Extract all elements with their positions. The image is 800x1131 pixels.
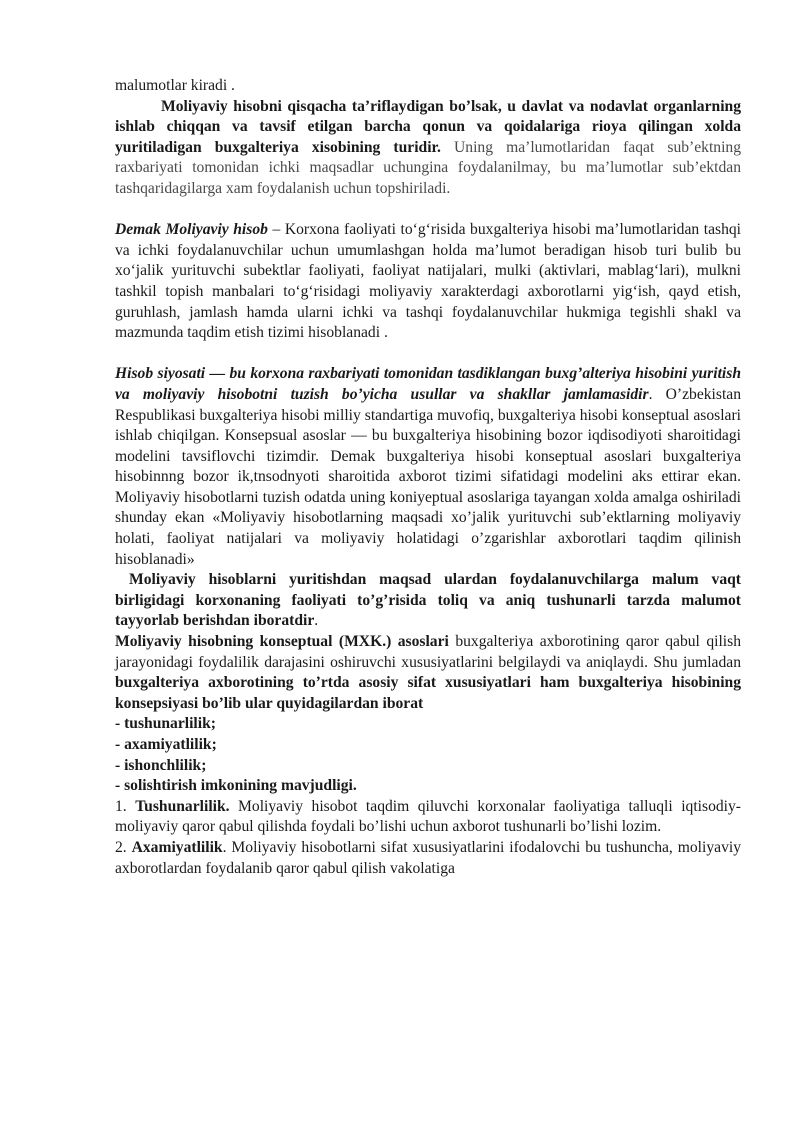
purpose-text: Moliyaviy hisoblarni yuritishdan maqsad ulardan foydalanuvchilarga malum vaqt birligidagi korxonaning faoliyati to’g’risida toliq va aniq tushunarli tarzda malumot tayyorlab berishdan iboratdir [115, 571, 741, 630]
list-item: - tushunarlilik; [115, 715, 216, 733]
conceptual-basis-text: buxgalteriya axborotining qaror qabul qilish jarayonidagi foydalilik darajasini oshiruvchi xususiyatlarini belgilaydi va aniqlaydi. Shu jumladan [115, 633, 741, 671]
financial-accounting-text: – Korxona faoliyati to‘g‘risida buxgalteriya hisobi ma’lumotlaridan tashqi va ichki foydalanuvchilar uchun umumlashgan holda ma’lumot beradigan hisob turi bulib bu xo‘jalik yurituvchi subektlar faoliyati, faoliyat natijalari, mulki (aktivlari, mablag‘lari), mulkni tashkil topish manbalari to‘g‘risidagi moliyaviy xarakterdagi axborotlarni yig‘ish, qayd etish, guruhlash, jamlash hamda ularni ichki va tashqi foydalanuvchilar hukmiga tegishli shakl va mazmunda taqdim etish tizimi hisoblanadi . [115, 221, 741, 342]
paragraph-understandability [115, 797, 741, 838]
paragraph-definition [115, 97, 741, 200]
financial-accounting-term: Demak Moliyaviy hisob [115, 221, 268, 239]
paragraph-purpose [115, 570, 741, 632]
item-number: 1. [115, 797, 136, 815]
definition-bold: Moliyaviy hisobni qisqacha ta’riflaydigan bo’lsak, u davlat va nodavlat organlarning ishlab chiqqan va tavsif etilgan barcha qonun va qoidalariga rioya qilingan xolda yuritiladigan buxgalteriya xisobining turidir. [115, 97, 741, 156]
accounting-policy-text: . O’zbekistan Respublikasi buxgalteriya hisobi milliy standartiga muvofiq, buxgalteriya hisobi konseptual asoslari ishlab chiqilgan. Konsepsual asoslar — bu buxgalteriya hisobining bozor iqdisodiyoti sharoitidagi modelini tavsiflovchi tizimdir. Demak buxgalteriya hisobi konseptual asoslari buxgalteriya hisobinnng bozor ik,tnsodnyoti sharoitida axborot tizimi sifatidagi modelini aks ettirar ekan. Moliyaviy hisobotlarni tuzish odatda uning koniyeptual asoslariga tayangan xolda amalga oshiriladi shunday ekan «Moliyaviy hisobotlarning maqsadi xo’jalik yurituvchi sub’ektlarning moliyaviy holati, faoliyat natijalari va moliyaviy holatidagi o’zgarishlar axborotlari taqdim qilinish hisoblanadi» [115, 385, 741, 568]
understandability-term: Tushunarlilik. [135, 797, 230, 815]
conceptual-basis-bold-tail: buxgalteriya axborotining to’rtda asosiy sifat xususiyatlari ham buxgalteriya hisobining konsepsiyasi bo’lib ular quyidagilardan iborat [115, 674, 741, 712]
understandability-text: Moliyaviy hisobot taqdim qiluvchi korxonalar faoliyatiga talluqli iqtisodiy-moliyaviy qaror qabul qilishda foydali bo’lishi uchun axborot tushunarli bo’lishi lozim. [115, 797, 741, 836]
list-item: - solishtirish imkonining mavjudligi. [115, 777, 357, 795]
paragraph-conceptual-basis [115, 632, 741, 714]
accounting-policy-term: Hisob siyosati — bu korxona raxbariyati tomonidan tasdiklangan buxg’alteriya hisobini yuritish va moliyaviy hisobotni tuzish bo’yicha usullar va shakllar jamlamasidir [115, 365, 741, 403]
paragraph-accounting-policy [115, 364, 741, 570]
purpose-end: . [314, 612, 319, 630]
document-page [115, 76, 741, 879]
item-number: 2. [115, 838, 132, 856]
definition-text: Uning ma’lumotlaridan faqat sub’ektning raxbariyati tomonidan ichki maqsadlar uchungina foydalanilmay, bu ma’lumotlar sub’ektdan tashqaridagilarga xam foydalanish uchun topshiriladi. [115, 138, 742, 197]
spacer [115, 200, 741, 221]
relevance-term: Axamiyatlilik [131, 838, 223, 856]
intro-text: malumotlar kiradi . [115, 77, 235, 94]
spacer [115, 344, 741, 365]
paragraph-financial-accounting [115, 220, 741, 344]
paragraph-relevance [115, 838, 741, 879]
relevance-text: . Moliyaviy hisobotlarni sifat xususiyatlarini ifodalovchi bu tushuncha, moliyaviy axborotlardan foydalanib qaror qabul qilish vakolatiga [115, 838, 741, 877]
paragraph-intro [115, 76, 741, 97]
conceptual-basis-term: Moliyaviy hisobning konseptual (MXK.) asoslari [115, 633, 449, 651]
list-item: - axamiyatlilik; [115, 736, 217, 753]
list-item: - ishonchlilik; [115, 756, 207, 774]
